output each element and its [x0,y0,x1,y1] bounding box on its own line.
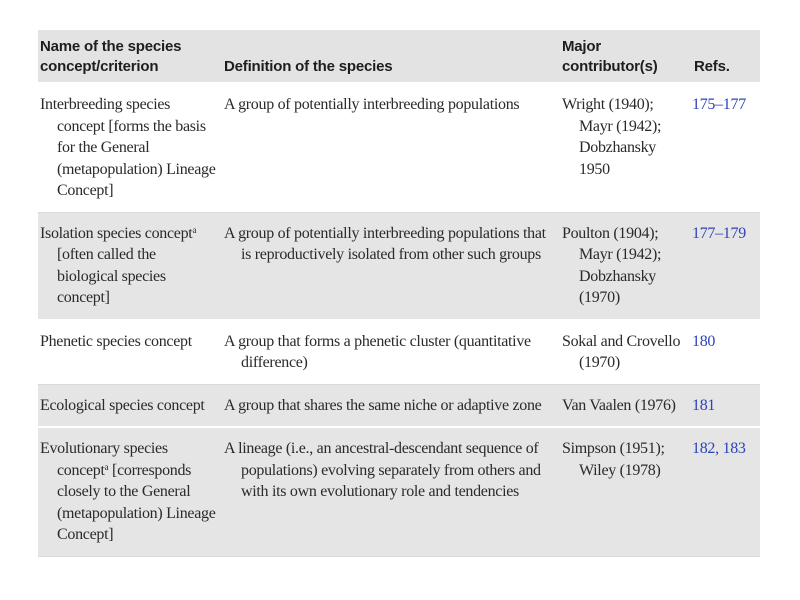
concept-definition [222,212,560,320]
header-contributor [560,30,692,83]
concept-name-text: Interbreeding species concept [forms the basis for the General (metapopulation) Lineage Concept] [40,96,216,199]
table-row [38,83,760,212]
concept-definition-text: A group that forms a phenetic cluster (quantitative difference) [224,332,531,371]
concept-definition-text: A group of potentially interbreeding populations [224,96,520,113]
concept-name-main: Isolation species concept [40,224,193,242]
concept-refs [692,320,760,385]
table-row [38,384,760,427]
species-concepts-table [38,30,760,557]
table-row [38,320,760,385]
concept-contributors-text: Poulton (1904); Mayr (1942); Dobzhansky (1970) [562,224,662,306]
table-header-row [38,30,760,83]
concept-refs [692,83,760,212]
concept-name-text [40,438,220,546]
concept-refs [692,212,760,320]
header-definition: Definition of the species [222,30,560,83]
table-row [38,212,760,320]
concept-definition [222,83,560,212]
header-name-line2: concept/criterion [40,58,159,75]
concept-name [38,212,222,320]
header-refs: Refs. [692,30,760,83]
concept-contributors [560,427,692,556]
concept-refs [692,384,760,427]
header-name [38,30,222,83]
concept-name-note: [often called the biological species concept] [57,246,166,306]
header-name-line1: Name of the species [40,38,182,55]
ref-link[interactable]: 180 [692,332,716,350]
concept-name [38,427,222,556]
concept-definition [222,384,560,427]
footnote-marker: a [192,224,197,235]
concept-name-text: Ecological species concept [40,396,205,414]
concept-contributors [560,212,692,320]
concept-name-note: [corresponds closely to the General (metapopulation) Lineage Concept] [57,461,216,543]
concept-refs [692,427,760,556]
concept-name-main: Evolutionary species concept [40,440,168,479]
concept-name-text [40,223,220,309]
concept-contributors-text: Simpson (1951); Wiley (1978) [562,440,665,479]
concept-definition-text: A group that shares the same niche or adaptive zone [224,396,542,414]
concept-definition [222,320,560,385]
concept-contributors-text: Sokal and Crovello (1970) [562,332,681,371]
concept-name-text: Phenetic species concept [40,332,192,350]
concept-name [38,83,222,212]
header-contributor-line1: Major [562,38,602,55]
concept-contributors-text: Wright (1940); Mayr (1942); Dobzhansky 1950 [562,96,662,178]
ref-link[interactable]: 182, 183 [692,440,746,457]
footnote-marker: a [104,461,109,472]
concept-contributors [560,83,692,212]
concept-definition-text: A group of potentially interbreeding populations that is reproductively isolated from other such groups [224,224,546,263]
concept-name [38,320,222,385]
concept-name [38,384,222,427]
ref-link[interactable]: 181 [692,396,716,414]
ref-link[interactable]: 175–177 [692,96,746,113]
concept-definition-text: A lineage (i.e., an ancestral-descendant sequence of populations) evolving separately from others and with its own evolutionary role and tendencies [224,440,541,500]
concept-contributors-text: Van Vaalen (1976) [562,396,676,414]
ref-link[interactable]: 177–179 [692,224,746,242]
concept-contributors [560,320,692,385]
table-row [38,427,760,556]
concept-definition [222,427,560,556]
concept-contributors [560,384,692,427]
header-contributor-line2: contributor(s) [562,58,658,75]
